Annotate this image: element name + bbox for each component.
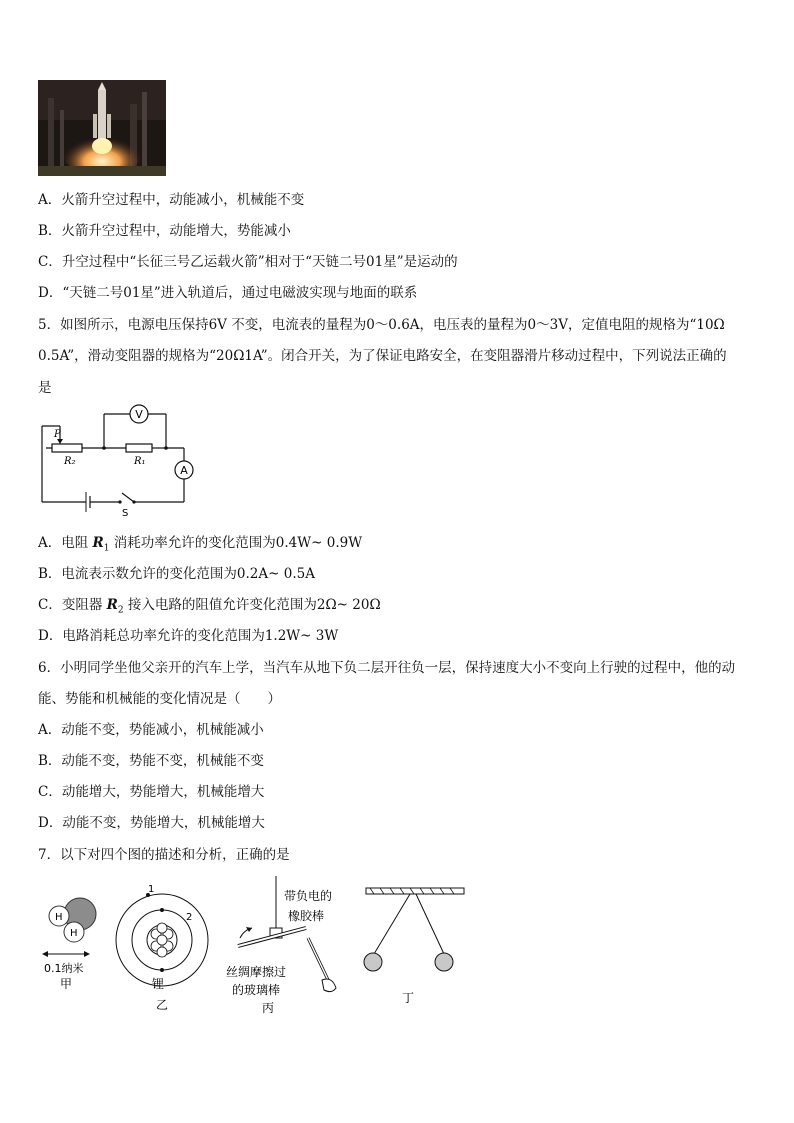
rubber-rod-label-2: 橡胶棒 — [288, 909, 325, 923]
switch-label: S — [122, 508, 129, 519]
shell-1-label: 1 — [148, 884, 155, 895]
q5-stem-line-3: 是 — [38, 380, 52, 396]
caption-ding: 丁 — [402, 991, 415, 1004]
q6-stem-line-2: 能、势能和机械能的变化情况是（ ） — [38, 691, 281, 707]
q5-stem-line-1: 5．如图所示，电源电压保持6V 不变，电流表的量程为0～0.6A，电压表的量程为0～3V，定值电阻的规格为“10Ω — [38, 317, 725, 333]
q6-option-b: B．动能不变，势能不变，机械能不变 — [38, 753, 264, 769]
q5-circuit-diagram — [38, 402, 198, 520]
ammeter-label: A — [180, 464, 188, 477]
q6-option-c: C．动能增大，势能增大，机械能增大 — [38, 784, 265, 800]
rubber-rod-label-1: 带负电的 — [284, 889, 333, 903]
q4-option-a: A．火箭升空过程中，动能减小，机械能不变 — [38, 192, 305, 208]
q5-stem-line-2: 0.5A”，滑动变阻器的规格为“20Ω1A”。闭合开关，为了保证电路安全，在变阻器滑片移动过程中，下列说法正确的 — [38, 348, 727, 364]
scale-label: 0.1纳米 — [44, 962, 84, 975]
caption-jia: 甲 — [60, 977, 73, 991]
caption-bing: 丙 — [262, 1001, 275, 1015]
q4-option-d: D．“天链二号01星”进入轨道后，通过电磁波实现与地面的联系 — [38, 285, 418, 301]
h-atom-2: H — [70, 928, 78, 939]
lithium-label: 锂 — [152, 977, 165, 991]
q6-option-a: A．动能不变，势能减小，机械能减小 — [38, 722, 264, 738]
caption-yi: 乙 — [156, 998, 169, 1012]
q4-option-b: B．火箭升空过程中，动能增大，势能减小 — [38, 223, 291, 239]
q4-option-c: C．升空过程中“长征三号乙运载火箭”相对于“天链二号01星”是运动的 — [38, 254, 458, 270]
q7-figure-ding — [360, 884, 470, 1004]
q5-option-d: D．电路消耗总功率允许的变化范围为1.2W~ 3W — [38, 628, 339, 644]
q5-option-a: A．电阻 $R_1$ 消耗功率允许的变化范围为0.4W~ 0.9W — [38, 535, 363, 554]
glass-rod-label-1: 丝绸摩擦过 — [226, 965, 287, 979]
voltmeter-label: V — [135, 408, 143, 421]
shell-2-label: 2 — [186, 912, 193, 923]
q6-stem-line-1: 6．小明同学坐他父亲开的汽车上学，当汽车从地下负二层开往负一层，保持速度大小不变向上行驶的过程中，他的动 — [38, 660, 736, 676]
q7-figure-bing — [226, 876, 356, 1022]
glass-rod-label-2: 的玻璃棒 — [232, 983, 281, 997]
q7-figure-jia — [38, 890, 108, 1002]
slider-label: P — [54, 429, 61, 440]
q6-option-d: D．动能不变，势能增大，机械能增大 — [38, 815, 265, 831]
h-atom-1: H — [55, 912, 63, 923]
q7-stem: 7．以下对四个图的描述和分析，正确的是 — [38, 847, 290, 863]
q7-figure-yi — [112, 884, 222, 1014]
rocket-launch-photo — [38, 80, 166, 176]
r2-label: R₂ — [64, 456, 76, 467]
q5-option-b: B．电流表示数允许的变化范围为0.2A~ 0.5A — [38, 566, 315, 582]
r1-label: R₁ — [134, 456, 146, 467]
q5-option-c: C．变阻器 $R_2$ 接入电路的阻值允许变化范围为2Ω~ 20Ω — [38, 597, 381, 616]
